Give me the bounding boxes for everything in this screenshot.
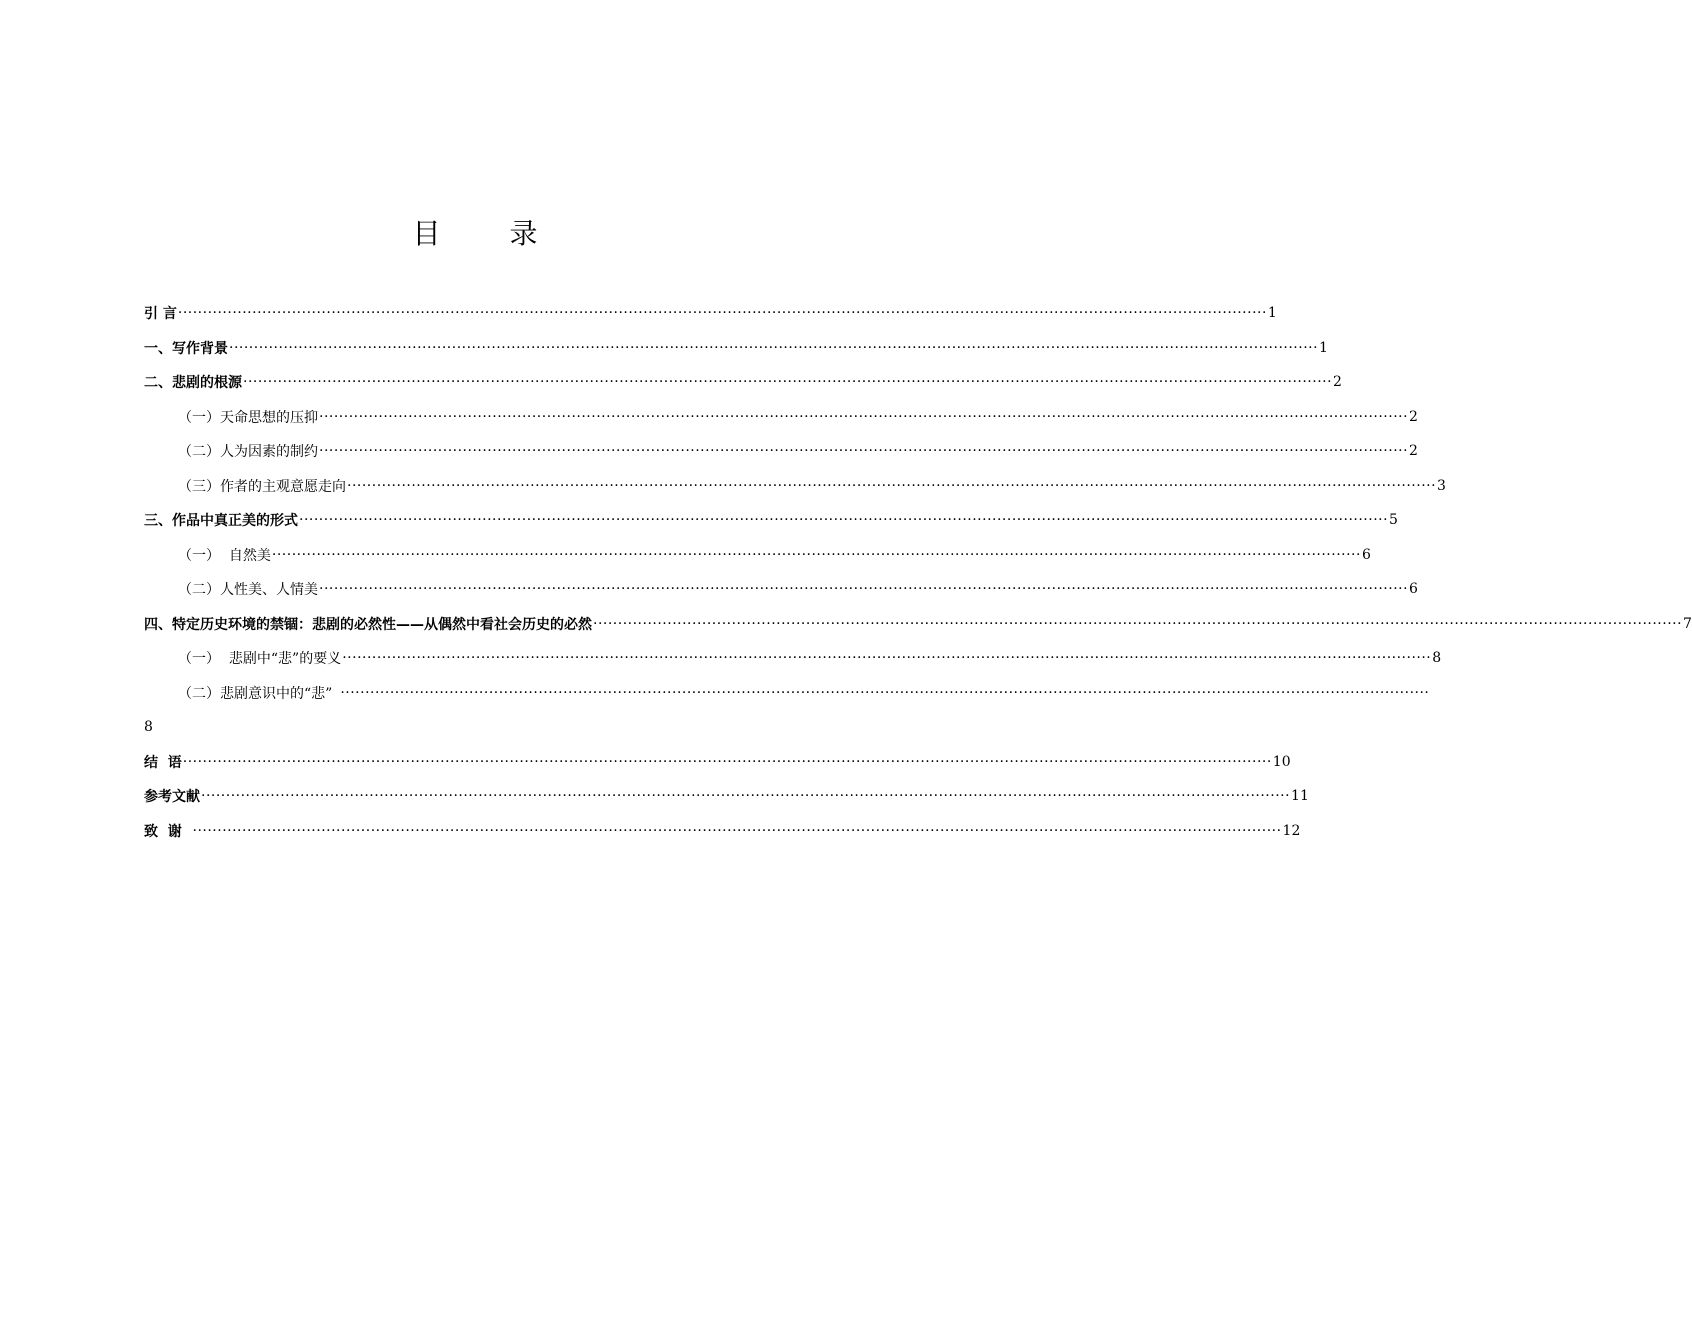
page-title: 目 录 [412,217,568,250]
toc-page-number: 1 [1319,339,1328,356]
toc-entry-label: 引 言 [144,306,177,323]
toc-page-number: 7 [1683,615,1692,632]
toc-entry-references[interactable] [144,779,1309,814]
toc-leader-dots: ···························································································································································································································· [192,822,1282,839]
toc-entry-true-beauty[interactable] [144,503,1398,538]
toc-entry-label: 参考文献 [144,789,200,806]
toc-page-number: 1 [1267,305,1277,322]
toc-page-number: 10 [1272,753,1291,770]
toc-entry-label: （二）悲剧意识中的“悲” [178,685,333,702]
toc-entry-label: 致 谢 [144,823,192,840]
toc-page-number: 6 [1361,546,1371,563]
toc-leader-dots: ···························································································································································································································· [340,684,1430,701]
toc-entry-label: 二、悲剧的根源 [144,375,242,392]
toc-page-number: 8 [144,719,153,736]
toc-entry-label: 四、特定历史环境的禁锢：悲剧的必然性——从偶然中看社会历史的必然 [144,616,592,633]
toc-entry-label: 三、作品中真正美的形式 [144,513,298,530]
toc-entry-label: （一） 悲剧中“悲”的要义 [178,651,342,668]
toc-entry-label: 结 语 [144,754,182,771]
toc-subentry-human-beauty[interactable] [144,572,1418,607]
toc-page-number: 6 [1409,581,1418,598]
toc-page-number: 2 [1409,443,1418,460]
toc-leader-dots: ···························································································································································································································· [182,753,1272,770]
toc-entry-label: （二）人为因素的制约 [178,444,318,461]
toc-leader-dots: ···························································································································································································································· [319,581,1409,598]
toc-entry-label: （一） 自然美 [178,547,271,564]
toc-page-number: 12 [1282,822,1301,839]
toc-leader-dots: ···························································································································································································································· [201,788,1291,805]
toc-entry-label: 一、写作背景 [144,340,228,357]
toc-entry-label: （一）天命思想的压抑 [178,409,318,426]
toc-page-number: 5 [1389,512,1398,529]
toc-subentry-natural-beauty[interactable] [144,538,1371,573]
toc-page-number: 2 [1409,408,1418,425]
toc-entry-conclusion[interactable] [144,745,1291,780]
toc-leader-dots: ···························································································································································································································· [177,305,1267,322]
toc-leader-dots: ···························································································································································································································· [593,615,1683,632]
toc-leader-dots: ···························································································································································································································· [342,650,1432,667]
toc-page-number: 3 [1437,477,1446,494]
toc-leader-dots: ···························································································································································································································· [319,443,1409,460]
toc-entry-label: （三）作者的主观意愿走向 [178,478,346,495]
toc-entry-background[interactable] [144,331,1328,366]
toc-leader-dots: ···························································································································································································································· [299,512,1389,529]
toc-entry-tragedy-roots[interactable] [144,365,1342,400]
toc-page-number: 8 [1432,650,1442,667]
toc-entry-intro[interactable] [144,296,1277,331]
toc-entry-acknowledgements[interactable] [144,814,1301,849]
toc-leader-dots: ···························································································································································································································· [229,339,1319,356]
toc-leader-dots: ···························································································································································································································· [347,477,1437,494]
toc-subentry-human-factors[interactable] [144,434,1418,469]
toc-entry-label: （二）人性美、人情美 [178,582,318,599]
toc-subentry-author-intent[interactable] [144,469,1446,504]
toc-subentry-fate[interactable] [144,400,1418,435]
table-of-contents [144,296,1692,848]
toc-leader-dots: ···························································································································································································································· [319,408,1409,425]
toc-subentry-tragic-consciousness[interactable] [144,676,1430,711]
toc-subentry-meaning-of-sorrow[interactable] [144,641,1442,676]
toc-entry-historical-confinement[interactable] [144,607,1692,642]
toc-page-number: 11 [1291,788,1309,805]
toc-page-number: 2 [1333,374,1342,391]
toc-subentry-tragic-consciousness-page-line [144,710,806,745]
toc-leader-dots: ···························································································································································································································· [243,374,1333,391]
toc-leader-dots: ···························································································································································································································· [271,546,1361,563]
